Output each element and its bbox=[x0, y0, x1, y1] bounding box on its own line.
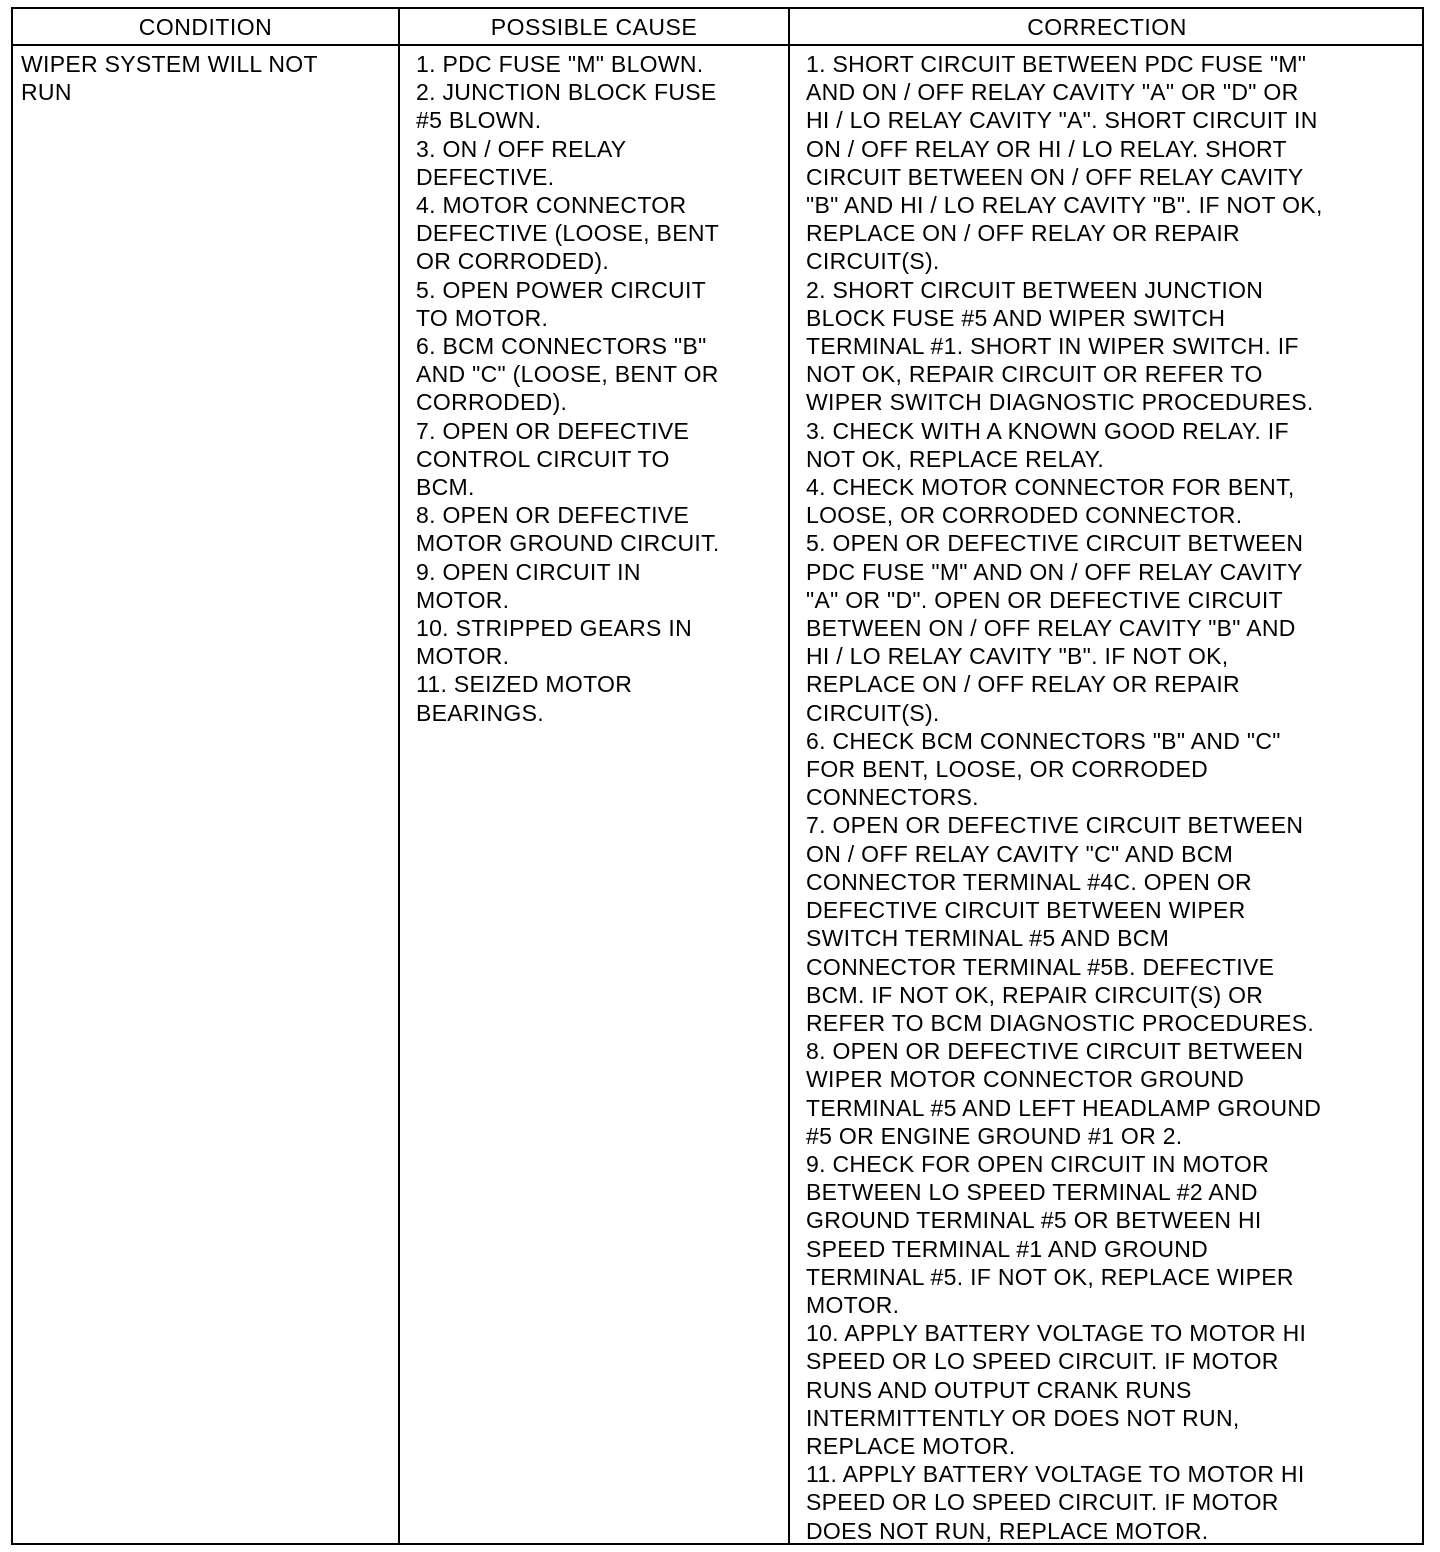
text-line: SPEED OR LO SPEED CIRCUIT. IF MOTOR bbox=[806, 1489, 1279, 1516]
text-line: 9. CHECK FOR OPEN CIRCUIT IN MOTOR bbox=[806, 1150, 1270, 1177]
text-line: 8. OPEN OR DEFECTIVE CIRCUIT BETWEEN bbox=[806, 1038, 1304, 1065]
diagnosis-table bbox=[11, 7, 1424, 1545]
correction-cell bbox=[806, 50, 1423, 1545]
text-line: 1. SHORT CIRCUIT BETWEEN PDC FUSE "M" bbox=[806, 51, 1307, 77]
text-line: HI / LO RELAY CAVITY "A". SHORT CIRCUIT IN bbox=[806, 107, 1318, 134]
text-line: 3. ON / OFF RELAY bbox=[416, 135, 627, 162]
text-line: INTERMITTENTLY OR DOES NOT RUN, bbox=[806, 1404, 1240, 1431]
text-line: 11. SEIZED MOTOR bbox=[416, 671, 633, 698]
text-line: CONTROL CIRCUIT TO bbox=[416, 445, 670, 472]
text-line: REPLACE MOTOR. bbox=[806, 1432, 1016, 1459]
text-line: CORRODED). bbox=[416, 389, 568, 416]
text-line: 1. PDC FUSE "M" BLOWN. bbox=[416, 51, 704, 77]
text-line: CONNECTORS. bbox=[806, 784, 979, 811]
text-line: REFER TO BCM DIAGNOSTIC PROCEDURES. bbox=[806, 1009, 1315, 1036]
text-line: NOT OK, REPAIR CIRCUIT OR REFER TO bbox=[806, 361, 1263, 388]
text-line: TERMINAL #1. SHORT IN WIPER SWITCH. IF bbox=[806, 333, 1299, 360]
text-line: 5. OPEN POWER CIRCUIT bbox=[416, 276, 706, 303]
text-line: 2. JUNCTION BLOCK FUSE bbox=[416, 79, 717, 106]
text-line: RUNS AND OUTPUT CRANK RUNS bbox=[806, 1376, 1192, 1403]
text-line: NOT OK, REPLACE RELAY. bbox=[806, 445, 1105, 472]
text-line: ON / OFF RELAY CAVITY "C" AND BCM bbox=[806, 840, 1234, 867]
text-line: SWITCH TERMINAL #5 AND BCM bbox=[806, 925, 1170, 952]
text-line: 10. APPLY BATTERY VOLTAGE TO MOTOR HI bbox=[806, 1320, 1307, 1347]
text-line: PDC FUSE "M" AND ON / OFF RELAY CAVITY bbox=[806, 558, 1303, 585]
text-line: DEFECTIVE (LOOSE, BENT bbox=[416, 220, 720, 247]
text-line: AND ON / OFF RELAY CAVITY "A" OR "D" OR bbox=[806, 79, 1299, 106]
text-line: BEARINGS. bbox=[416, 699, 544, 726]
text-line: SPEED OR LO SPEED CIRCUIT. IF MOTOR bbox=[806, 1348, 1279, 1375]
text-line: "A" OR "D". OPEN OR DEFECTIVE CIRCUIT bbox=[806, 586, 1283, 613]
text-line: FOR BENT, LOOSE, OR CORRODED bbox=[806, 756, 1209, 783]
text-line: CONNECTOR TERMINAL #4C. OPEN OR bbox=[806, 868, 1252, 895]
text-line: MOTOR. bbox=[806, 1291, 900, 1318]
text-line: #5 BLOWN. bbox=[416, 107, 542, 134]
text-line: 10. STRIPPED GEARS IN bbox=[416, 615, 692, 642]
text-line: TO MOTOR. bbox=[416, 304, 549, 331]
text-line: CIRCUIT(S). bbox=[806, 699, 940, 726]
text-line: CONNECTOR TERMINAL #5B. DEFECTIVE bbox=[806, 953, 1275, 980]
text-line: REPLACE ON / OFF RELAY OR REPAIR bbox=[806, 671, 1240, 698]
text-line: SPEED TERMINAL #1 AND GROUND bbox=[806, 1235, 1209, 1262]
text-line: 5. OPEN OR DEFECTIVE CIRCUIT BETWEEN bbox=[806, 530, 1304, 557]
column-divider bbox=[788, 9, 790, 1543]
text-line: WIPER SYSTEM WILL NOT bbox=[21, 51, 318, 77]
text-line: RUN bbox=[21, 79, 72, 106]
text-line: BETWEEN LO SPEED TERMINAL #2 AND bbox=[806, 1179, 1258, 1206]
text-line: DEFECTIVE. bbox=[416, 163, 555, 190]
header-possible-cause: POSSIBLE CAUSE bbox=[490, 14, 698, 40]
text-line: 4. CHECK MOTOR CONNECTOR FOR BENT, bbox=[806, 474, 1295, 501]
text-line: BCM. bbox=[416, 474, 475, 501]
text-line: GROUND TERMINAL #5 OR BETWEEN HI bbox=[806, 1207, 1262, 1234]
text-line: HI / LO RELAY CAVITY "B". IF NOT OK, bbox=[806, 643, 1229, 670]
text-line: BETWEEN ON / OFF RELAY CAVITY "B" AND bbox=[806, 615, 1296, 642]
text-line: BCM. IF NOT OK, REPAIR CIRCUIT(S) OR bbox=[806, 981, 1264, 1008]
text-line: DEFECTIVE CIRCUIT BETWEEN WIPER bbox=[806, 897, 1246, 924]
header-divider bbox=[13, 44, 1422, 46]
text-line: AND "C" (LOOSE, BENT OR bbox=[416, 361, 719, 388]
text-line: 6. BCM CONNECTORS "B" bbox=[416, 333, 707, 360]
text-line: 6. CHECK BCM CONNECTORS "B" AND "C" bbox=[806, 727, 1281, 754]
text-line: OR CORRODED). bbox=[416, 248, 610, 275]
column-divider bbox=[398, 9, 400, 1543]
text-line: ON / OFF RELAY OR HI / LO RELAY. SHORT bbox=[806, 135, 1287, 162]
text-line: 7. OPEN OR DEFECTIVE bbox=[416, 417, 690, 444]
header-correction: CORRECTION bbox=[1027, 14, 1187, 40]
text-line: CIRCUIT BETWEEN ON / OFF RELAY CAVITY bbox=[806, 163, 1304, 190]
text-line: TERMINAL #5. IF NOT OK, REPLACE WIPER bbox=[806, 1263, 1294, 1290]
text-line: WIPER MOTOR CONNECTOR GROUND bbox=[806, 1066, 1245, 1093]
text-line: TERMINAL #5 AND LEFT HEADLAMP GROUND bbox=[806, 1094, 1322, 1121]
text-line: BLOCK FUSE #5 AND WIPER SWITCH bbox=[806, 304, 1226, 331]
possible-cause-cell bbox=[416, 50, 784, 727]
text-line: 7. OPEN OR DEFECTIVE CIRCUIT BETWEEN bbox=[806, 812, 1304, 839]
text-line: 11. APPLY BATTERY VOLTAGE TO MOTOR HI bbox=[806, 1461, 1305, 1488]
text-line: MOTOR. bbox=[416, 586, 510, 613]
text-line: 3. CHECK WITH A KNOWN GOOD RELAY. IF bbox=[806, 417, 1289, 444]
text-line: 8. OPEN OR DEFECTIVE bbox=[416, 502, 690, 529]
text-line: 9. OPEN CIRCUIT IN bbox=[416, 558, 641, 585]
text-line: LOOSE, OR CORRODED CONNECTOR. bbox=[806, 502, 1243, 529]
condition-cell bbox=[21, 50, 393, 106]
header-condition: CONDITION bbox=[138, 14, 273, 40]
text-line: DOES NOT RUN, REPLACE MOTOR. bbox=[806, 1517, 1209, 1544]
text-line: CIRCUIT(S). bbox=[806, 248, 940, 275]
text-line: 4. MOTOR CONNECTOR bbox=[416, 192, 687, 219]
text-line: WIPER SWITCH DIAGNOSTIC PROCEDURES. bbox=[806, 389, 1314, 416]
text-line: MOTOR. bbox=[416, 643, 510, 670]
text-line: REPLACE ON / OFF RELAY OR REPAIR bbox=[806, 220, 1240, 247]
text-line: #5 OR ENGINE GROUND #1 OR 2. bbox=[806, 1122, 1183, 1149]
text-line: MOTOR GROUND CIRCUIT. bbox=[416, 530, 720, 557]
text-line: 2. SHORT CIRCUIT BETWEEN JUNCTION bbox=[806, 276, 1264, 303]
text-line: "B" AND HI / LO RELAY CAVITY "B". IF NOT OK, bbox=[806, 192, 1323, 219]
